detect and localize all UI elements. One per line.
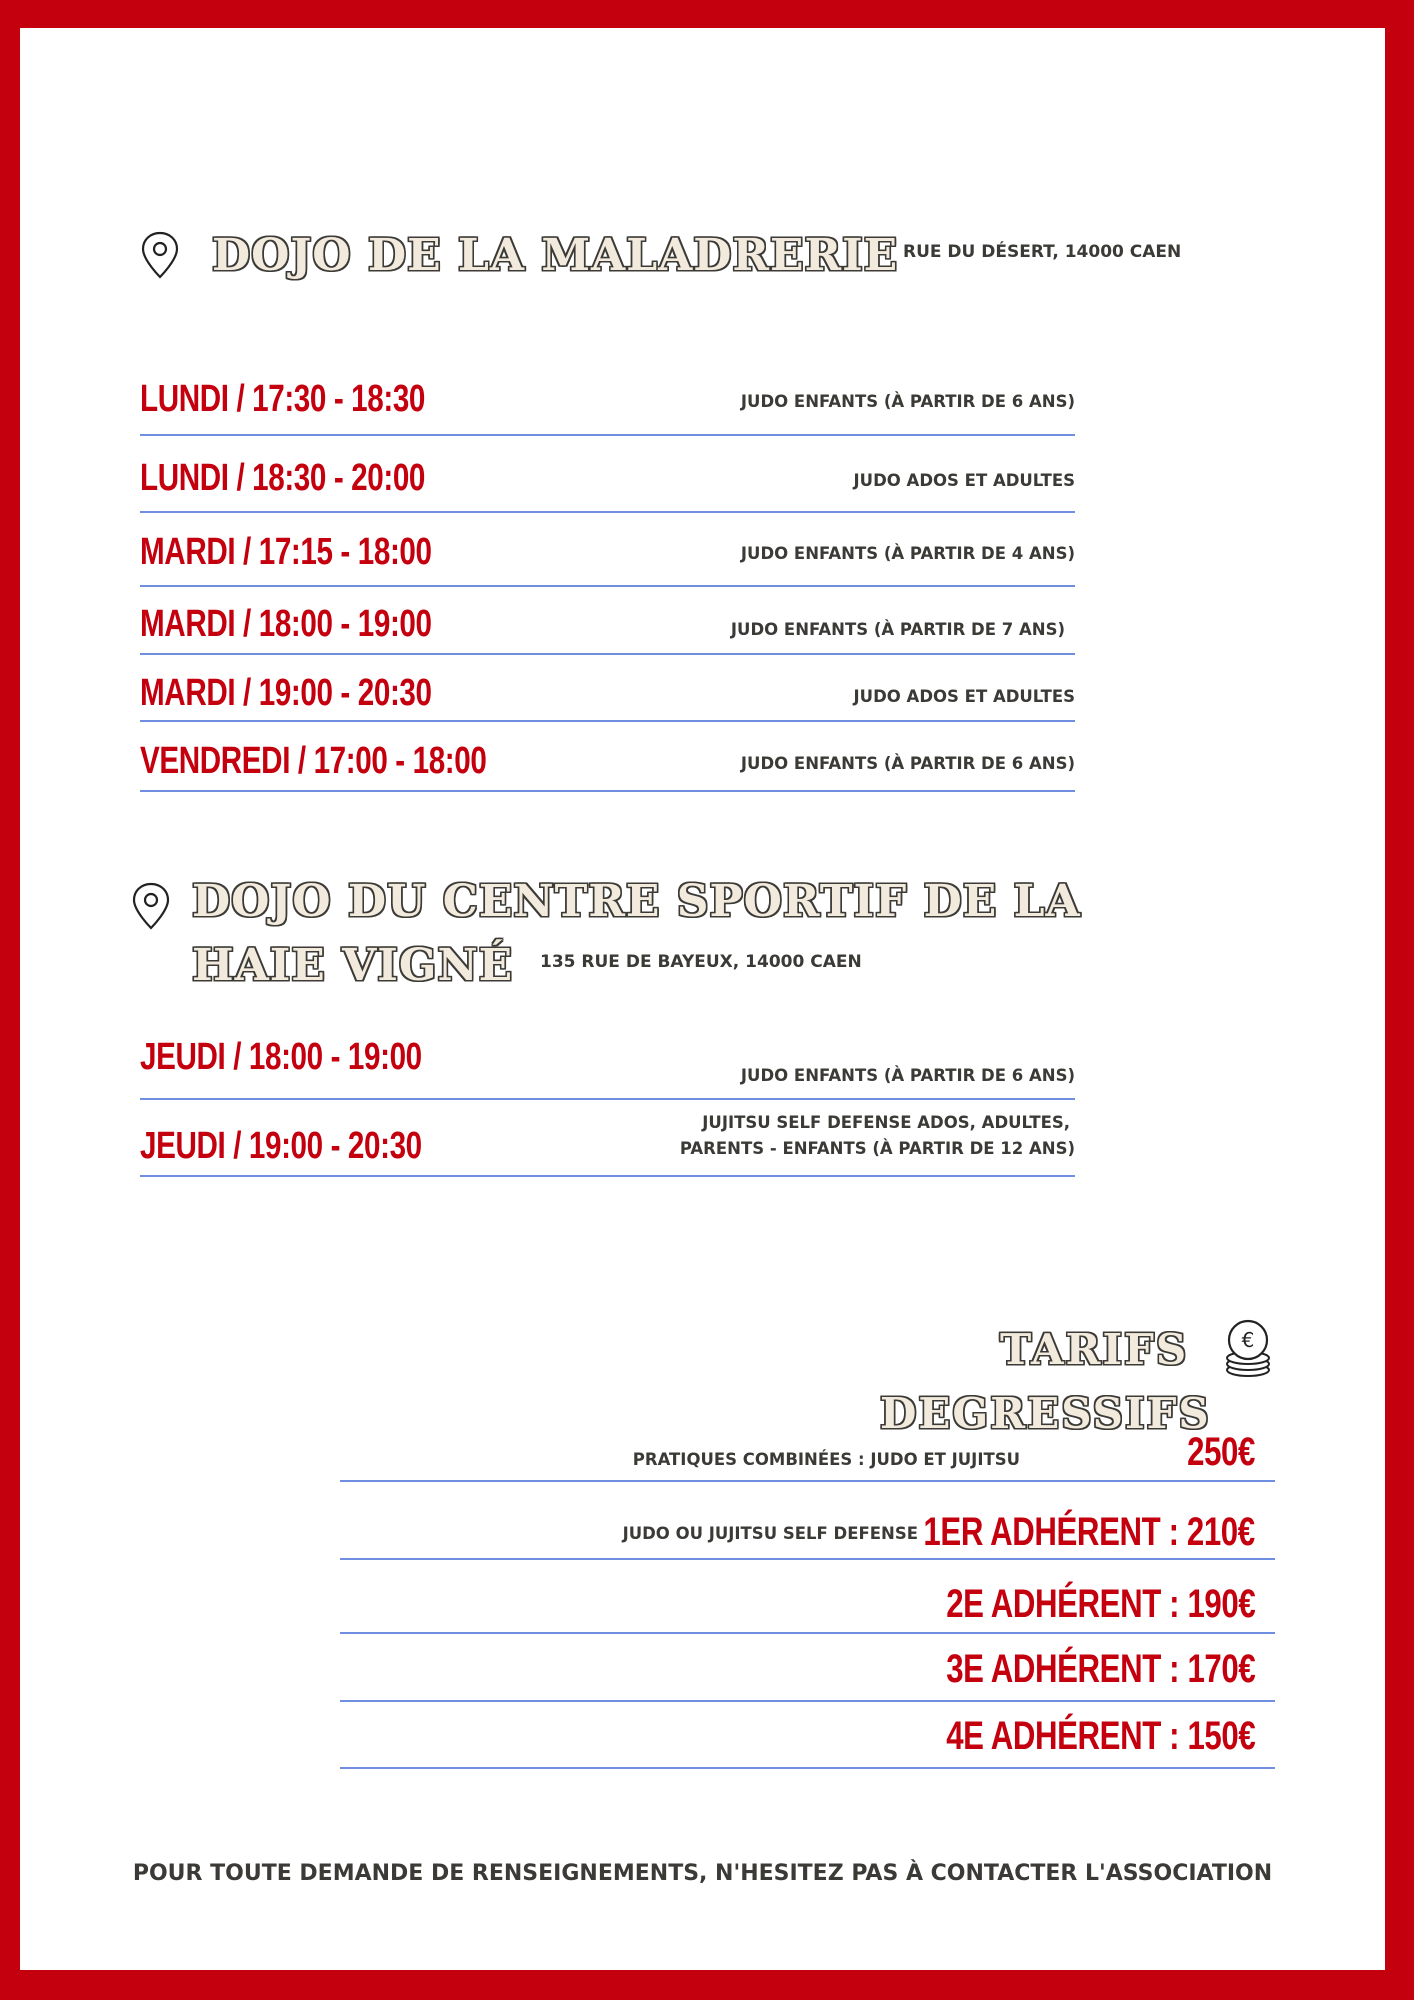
- divider: [340, 1632, 1275, 1634]
- time-slot: JEUDI / 18:00 - 19:00: [140, 1036, 422, 1078]
- time-slot: LUNDI / 18:30 - 20:00: [140, 457, 426, 499]
- schedule-row: [140, 594, 1075, 654]
- combined-label: PRATIQUES COMBINÉES : JUDO ET JUJITSU: [632, 1450, 1020, 1469]
- venue-2-title-line-1: DOJO DU CENTRE SPORTIF DE LA: [192, 876, 1081, 927]
- tarifs-title-line-2: DEGRESSIFS: [880, 1389, 1211, 1438]
- class-description-line-1: JUJITSU SELF DEFENSE ADOS, ADULTES,: [702, 1113, 1070, 1132]
- class-description: JUDO ENFANTS (À PARTIR DE 7 ANS): [730, 620, 1065, 639]
- schedule-row: [140, 663, 1075, 723]
- divider: [340, 1700, 1275, 1702]
- divider: [140, 511, 1075, 513]
- divider: [140, 720, 1075, 722]
- venue-1-title: DOJO DE LA MALADRERIE: [212, 230, 899, 281]
- divider: [140, 790, 1075, 792]
- time-slot: MARDI / 19:00 - 20:30: [140, 672, 432, 714]
- time-slot: MARDI / 18:00 - 19:00: [140, 603, 432, 645]
- price-row: [340, 1712, 1275, 1767]
- schedule-row: [140, 368, 1075, 428]
- tier-price: 4E ADHÉRENT : 150€: [945, 1714, 1255, 1758]
- divider: [140, 1098, 1075, 1100]
- tier-price: 2E ADHÉRENT : 190€: [945, 1582, 1255, 1626]
- divider: [340, 1767, 1275, 1769]
- euro-coins-icon: [1224, 1318, 1272, 1378]
- tier-price: 3E ADHÉRENT : 170€: [945, 1647, 1255, 1691]
- svg-text:€: €: [1241, 1328, 1255, 1352]
- price-row-single: [340, 1508, 1275, 1563]
- map-pin-icon: [140, 230, 180, 280]
- venue-1-address: RUE DU DÉSERT, 14000 CAEN: [903, 242, 1182, 262]
- schedule-row: [140, 729, 1075, 789]
- class-description: JUDO ADOS ET ADULTES: [853, 687, 1075, 706]
- class-description: JUDO ENFANTS (À PARTIR DE 6 ANS): [740, 392, 1075, 411]
- schedule-row: [140, 523, 1075, 583]
- tier-price: 1ER ADHÉRENT : 210€: [923, 1510, 1255, 1554]
- time-slot: LUNDI / 17:30 - 18:30: [140, 378, 426, 420]
- price-row: [340, 1578, 1275, 1633]
- class-description-line-2: PARENTS - ENFANTS (À PARTIR DE 12 ANS): [679, 1139, 1075, 1158]
- class-description: JUDO ENFANTS (À PARTIR DE 6 ANS): [740, 754, 1075, 773]
- divider: [140, 653, 1075, 655]
- divider: [140, 585, 1075, 587]
- schedule-row: [140, 448, 1075, 508]
- divider: [340, 1558, 1275, 1560]
- contact-footer: POUR TOUTE DEMANDE DE RENSEIGNEMENTS, N'HESITEZ PAS À CONTACTER L'ASSOCIATION: [132, 1861, 1273, 1886]
- divider: [140, 1175, 1075, 1177]
- schedule-row: [140, 1028, 1075, 1098]
- single-label: JUDO OU JUJITSU SELF DEFENSE: [622, 1524, 918, 1543]
- class-description: JUDO ADOS ET ADULTES: [853, 471, 1075, 490]
- divider: [340, 1480, 1275, 1482]
- price-row: [340, 1645, 1275, 1700]
- schedule-sheet: [20, 28, 1385, 1970]
- time-slot: VENDREDI / 17:00 - 18:00: [140, 740, 487, 782]
- venue-2-title-line-2: HAIE VIGNÉ: [192, 940, 514, 991]
- schedule-row: [140, 1108, 1075, 1178]
- time-slot: MARDI / 17:15 - 18:00: [140, 531, 432, 573]
- class-description: JUDO ENFANTS (À PARTIR DE 6 ANS): [740, 1066, 1075, 1085]
- divider: [140, 434, 1075, 436]
- price-row-combined: [340, 1428, 1275, 1478]
- venue-2-address: 135 RUE DE BAYEUX, 14000 CAEN: [540, 952, 862, 972]
- combined-price: 250€: [1187, 1430, 1255, 1474]
- tarifs-title-line-1: TARIFS: [1000, 1325, 1189, 1374]
- time-slot: JEUDI / 19:00 - 20:30: [140, 1125, 422, 1167]
- map-pin-icon: [131, 881, 171, 931]
- class-description: JUDO ENFANTS (À PARTIR DE 4 ANS): [740, 544, 1075, 563]
